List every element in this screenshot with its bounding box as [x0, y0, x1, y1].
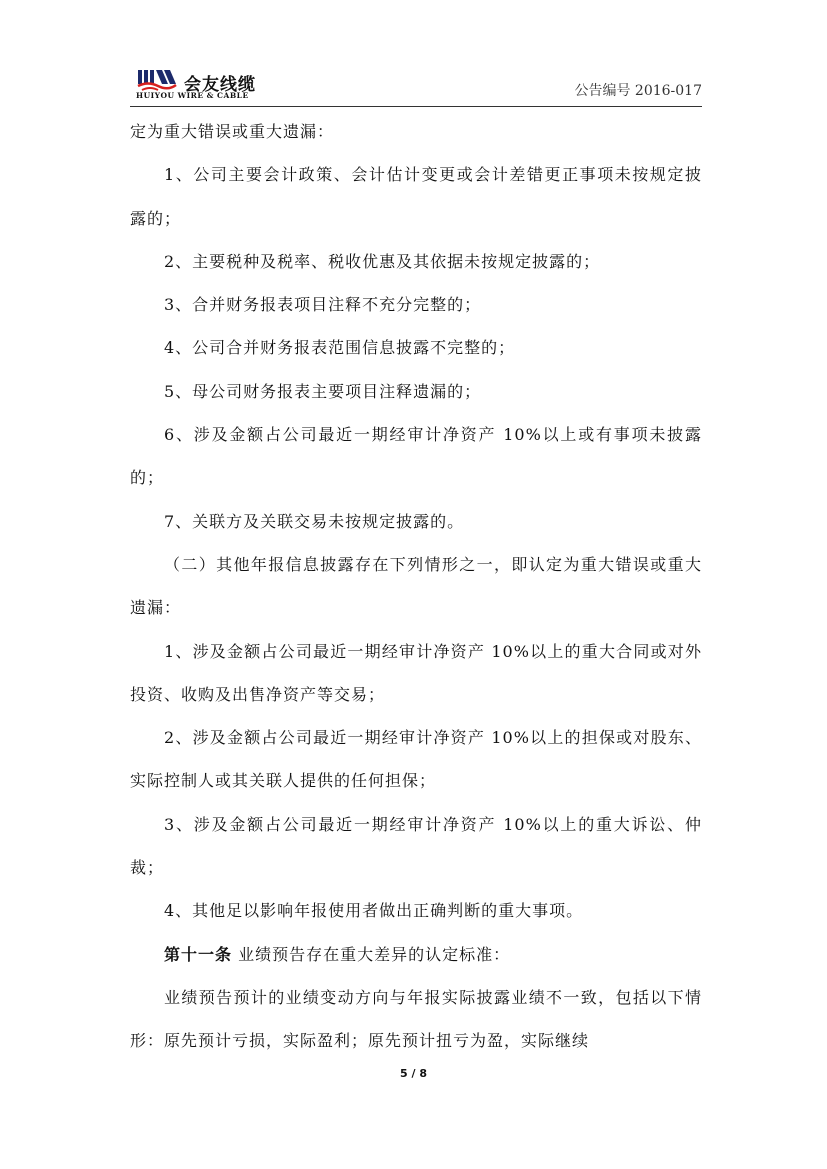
paragraph: 2、涉及金额占公司最近一期经审计净资产 10%以上的担保或对股东、实际控制人或其关联人提供的任何担保；: [130, 728, 702, 791]
article-number: 第十一条: [164, 944, 233, 964]
paragraph: 业绩预告预计的业绩变动方向与年报实际披露业绩不一致，包括以下情形：原先预计亏损，实际盈利；原先预计扭亏为盈，实际继续: [130, 987, 702, 1051]
page-number: 5 / 8: [400, 1067, 427, 1080]
paragraph: 1、公司主要会计政策、会计估计变更或会计差错更正事项未按规定披露的；: [130, 165, 702, 228]
paragraph: 1、涉及金额占公司最近一期经审计净资产 10%以上的重大合同或对外投资、收购及出售净资产等交易；: [130, 641, 702, 704]
logo-chinese-name: 会友线缆: [184, 75, 256, 95]
page-header: [130, 62, 702, 107]
paragraph: 3、合并财务报表项目注释不充分完整的；: [164, 295, 482, 315]
paragraph: 4、其他足以影响年报使用者做出正确判断的重大事项。: [164, 901, 584, 921]
document-body: [130, 110, 702, 1063]
paragraph: （二）其他年报信息披露存在下列情形之一，即认定为重大错误或重大遗漏：: [130, 554, 702, 618]
paragraph: 定为重大错误或重大遗漏：: [130, 122, 335, 141]
logo-english-name: HUIYOU WIRE & CABLE: [136, 91, 249, 100]
paragraph: 3、涉及金额占公司最近一期经审计净资产 10%以上的重大诉讼、仲裁；: [130, 814, 702, 878]
article-text: 业绩预告存在重大差异的认定标准：: [232, 944, 511, 964]
article-heading: [130, 933, 702, 976]
company-logo: [136, 68, 336, 104]
paragraph: 5、母公司财务报表主要项目注释遗漏的；: [164, 381, 482, 401]
paragraph: 7、关联方及关联交易未按规定披露的。: [164, 511, 465, 531]
paragraph: 4、公司合并财务报表范围信息披露不完整的；: [164, 338, 516, 358]
paragraph: 6、涉及金额占公司最近一期经审计净资产 10%以上或有事项未披露的；: [130, 425, 702, 488]
paragraph: 2、主要税种及税率、税收优惠及其依据未按规定披露的；: [164, 251, 601, 271]
notice-number: 公告编号 2016-017: [574, 83, 702, 99]
